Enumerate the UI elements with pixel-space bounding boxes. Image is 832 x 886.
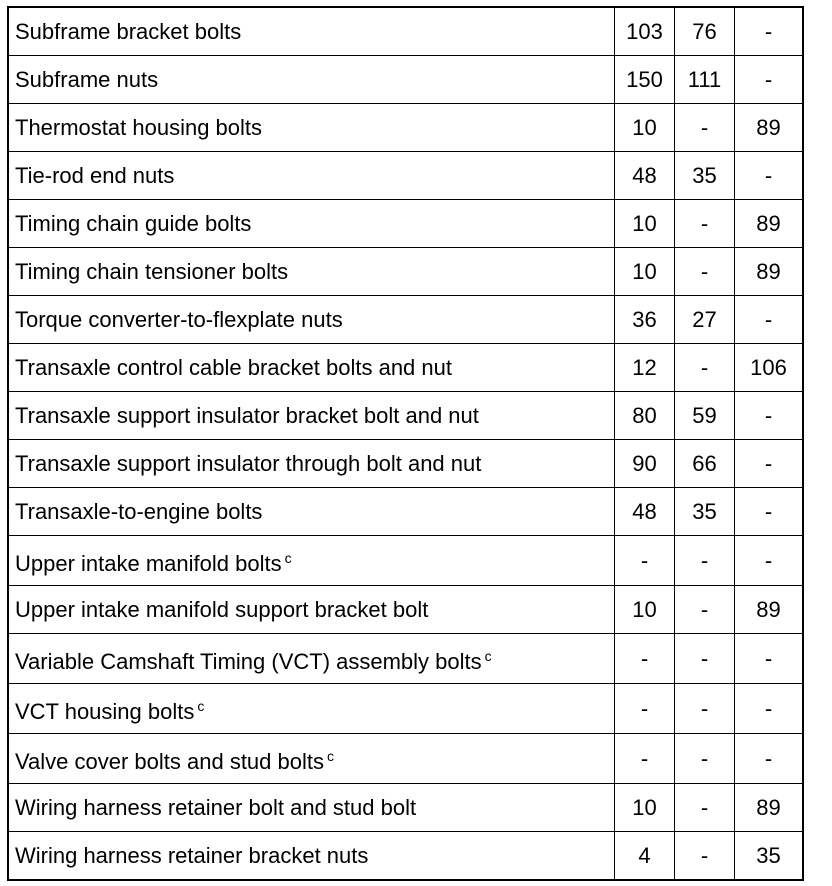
lbin-cell: - <box>735 152 804 200</box>
lbft-cell: - <box>675 536 735 586</box>
lbft-cell: 35 <box>675 488 735 536</box>
table-row <box>8 392 803 440</box>
nm-cell: 4 <box>615 832 675 881</box>
component-name-cell <box>8 586 615 634</box>
lbft-cell: - <box>675 684 735 734</box>
lbft-cell: 59 <box>675 392 735 440</box>
component-name-cell <box>8 832 615 881</box>
component-name-cell <box>8 7 615 56</box>
nm-cell: 80 <box>615 392 675 440</box>
nm-cell: 36 <box>615 296 675 344</box>
lbin-cell: 106 <box>735 344 804 392</box>
table-row <box>8 634 803 684</box>
component-name: Wiring harness retainer bracket nuts <box>15 842 369 868</box>
torque-spec-sheet <box>7 6 804 881</box>
component-name-cell <box>8 248 615 296</box>
footnote-marker: c <box>197 697 205 714</box>
component-name-cell <box>8 488 615 536</box>
table-row <box>8 832 803 881</box>
lbin-cell: - <box>735 56 804 104</box>
torque-spec-table-body <box>8 7 803 880</box>
component-name: Timing chain tensioner bolts <box>15 258 289 284</box>
lbin-cell: - <box>735 296 804 344</box>
component-name: Thermostat housing bolts <box>15 114 263 140</box>
nm-cell: 48 <box>615 152 675 200</box>
nm-cell: - <box>615 634 675 684</box>
lbin-cell: - <box>735 734 804 784</box>
lbin-cell: 89 <box>735 248 804 296</box>
nm-cell: - <box>615 536 675 586</box>
component-name: Timing chain guide bolts <box>15 210 252 236</box>
component-name-cell <box>8 784 615 832</box>
table-row <box>8 248 803 296</box>
nm-cell: 12 <box>615 344 675 392</box>
component-name-cell <box>8 152 615 200</box>
component-name: Subframe bracket bolts <box>15 18 242 44</box>
component-name: Transaxle-to-engine bolts <box>15 498 263 524</box>
table-row <box>8 152 803 200</box>
component-name: Transaxle control cable bracket bolts and nut <box>15 354 452 380</box>
lbin-cell: 89 <box>735 104 804 152</box>
component-name-cell <box>8 104 615 152</box>
component-name-cell <box>8 634 615 684</box>
table-row <box>8 488 803 536</box>
nm-cell: 150 <box>615 56 675 104</box>
nm-cell: 10 <box>615 248 675 296</box>
lbin-cell: 35 <box>735 832 804 881</box>
nm-cell: 10 <box>615 200 675 248</box>
lbft-cell: - <box>675 104 735 152</box>
component-name: Transaxle support insulator through bolt and nut <box>15 450 482 476</box>
lbft-cell: - <box>675 200 735 248</box>
lbft-cell: - <box>675 248 735 296</box>
footnote-marker: c <box>484 647 492 664</box>
lbft-cell: 66 <box>675 440 735 488</box>
lbin-cell: - <box>735 536 804 586</box>
component-name: Transaxle support insulator bracket bolt and nut <box>15 402 479 428</box>
lbin-cell: 89 <box>735 586 804 634</box>
component-name-cell <box>8 734 615 784</box>
component-name-cell <box>8 392 615 440</box>
component-name: Wiring harness retainer bolt and stud bolt <box>15 794 417 820</box>
component-name-cell <box>8 344 615 392</box>
component-name: VCT housing bolts <box>15 698 195 724</box>
component-name-cell <box>8 296 615 344</box>
table-row <box>8 784 803 832</box>
nm-cell: 10 <box>615 104 675 152</box>
nm-cell: 48 <box>615 488 675 536</box>
lbft-cell: - <box>675 634 735 684</box>
component-name: Variable Camshaft Timing (VCT) assembly bolts <box>15 648 482 674</box>
torque-spec-table <box>7 6 804 881</box>
table-row <box>8 536 803 586</box>
component-name: Valve cover bolts and stud bolts <box>15 748 324 774</box>
component-name: Upper intake manifold support bracket bolt <box>15 596 429 622</box>
lbft-cell: 76 <box>675 7 735 56</box>
table-row <box>8 200 803 248</box>
lbin-cell: - <box>735 392 804 440</box>
lbin-cell: - <box>735 7 804 56</box>
table-row <box>8 296 803 344</box>
table-row <box>8 440 803 488</box>
table-row <box>8 586 803 634</box>
lbin-cell: 89 <box>735 200 804 248</box>
lbin-cell: - <box>735 488 804 536</box>
nm-cell: 103 <box>615 7 675 56</box>
footnote-marker: c <box>327 747 334 764</box>
component-name-cell <box>8 684 615 734</box>
lbft-cell: 35 <box>675 152 735 200</box>
lbin-cell: - <box>735 440 804 488</box>
lbft-cell: - <box>675 832 735 881</box>
component-name-cell <box>8 56 615 104</box>
component-name: Upper intake manifold bolts <box>15 550 282 576</box>
lbft-cell: 111 <box>675 56 735 104</box>
lbin-cell: - <box>735 634 804 684</box>
table-row <box>8 734 803 784</box>
table-row <box>8 684 803 734</box>
component-name: Torque converter-to-flexplate nuts <box>15 306 343 332</box>
table-row <box>8 104 803 152</box>
component-name-cell <box>8 440 615 488</box>
lbft-cell: - <box>675 784 735 832</box>
footnote-marker: c <box>284 549 292 566</box>
lbin-cell: 89 <box>735 784 804 832</box>
lbin-cell: - <box>735 684 804 734</box>
component-name-cell <box>8 536 615 586</box>
nm-cell: 10 <box>615 784 675 832</box>
lbft-cell: - <box>675 344 735 392</box>
component-name: Tie-rod end nuts <box>15 162 175 188</box>
table-row <box>8 56 803 104</box>
nm-cell: 10 <box>615 586 675 634</box>
table-row <box>8 7 803 56</box>
nm-cell: - <box>615 734 675 784</box>
table-row <box>8 344 803 392</box>
nm-cell: - <box>615 684 675 734</box>
lbft-cell: - <box>675 586 735 634</box>
lbft-cell: 27 <box>675 296 735 344</box>
nm-cell: 90 <box>615 440 675 488</box>
component-name: Subframe nuts <box>15 66 159 92</box>
lbft-cell: - <box>675 734 735 784</box>
component-name-cell <box>8 200 615 248</box>
